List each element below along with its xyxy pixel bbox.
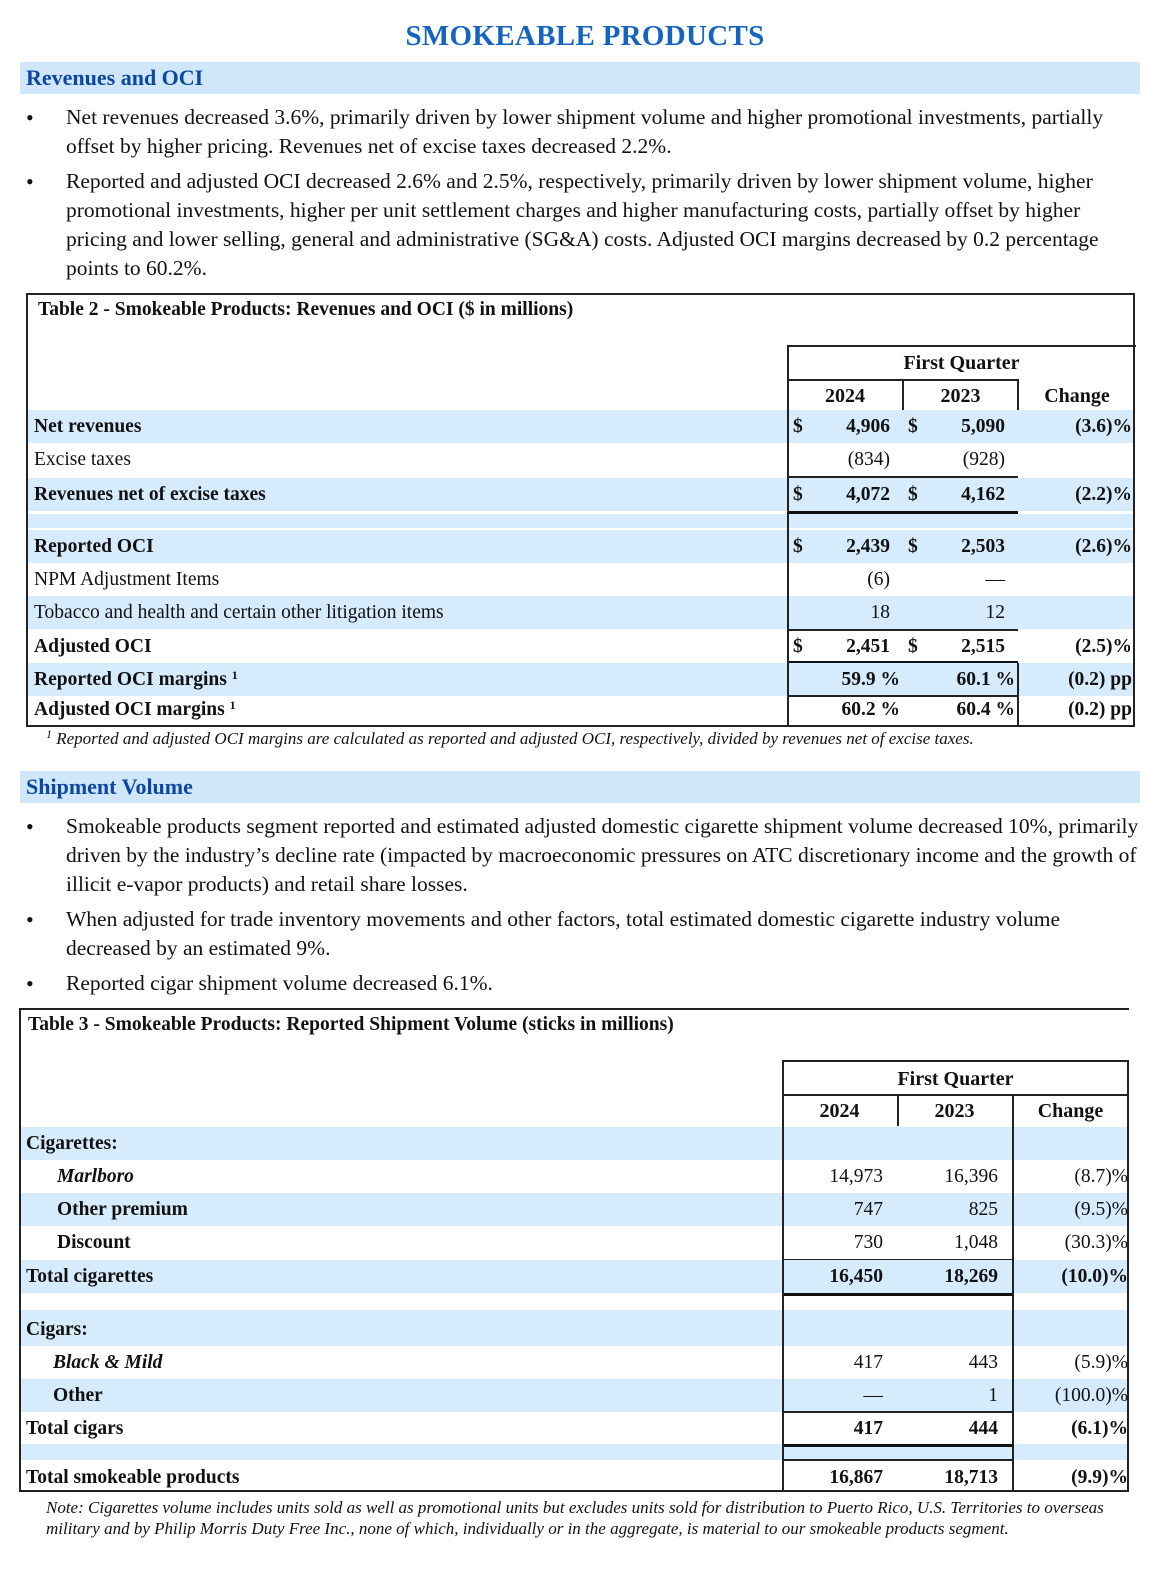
bullet-item: • Smokeable products segment reported and estimated adjusted domestic cigarette shipment volume decreased 10%, primarily driven by the industry’s decline rate (impacted by macroeconomic pressures on ATC discretionary income and the growth of illicit e-vapor products) and retail share losses. — [20, 812, 1140, 899]
table-2 — [26, 293, 1135, 727]
table-2-col-2023: 2023 — [940, 385, 981, 407]
table-row: Reported OCI $ 2,439 $ 2,503 (2.6)% — [28, 530, 1133, 563]
table-3-col-2024: 2024 — [819, 1100, 860, 1122]
bullet-item: • Net revenues decreased 3.6%, primarily driven by lower shipment volume and higher promotional investments, partially offset by higher pricing. Revenues net of excise taxes decreased 2.2%. — [20, 103, 1140, 161]
table-2-col-2024: 2024 — [825, 385, 865, 407]
table-row: Discount 730 1,048 (30.3)% — [57, 1232, 1128, 1253]
bullet-item: • Reported and adjusted OCI decreased 2.6% and 2.5%, respectively, primarily driven by lower shipment volume, higher promotional investments, higher per unit settlement charges and higher manufacturing costs, partially offset by higher pricing and lower selling, general and administrative (SG&A) costs. Adjusted OCI margins decreased by 0.2 percentage points to 60.2%. — [20, 167, 1140, 283]
page-title: SMOKEABLE PRODUCTS — [405, 20, 765, 52]
table-3 — [19, 1008, 1129, 1490]
bullet-item: • When adjusted for trade inventory movements and other factors, total estimated domestic cigarette industry volume decreased by an estimated 9%. — [20, 905, 1140, 963]
table-3-period-header: First Quarter — [897, 1068, 1014, 1090]
table-row: NPM Adjustment Items (6) — — [34, 569, 1005, 590]
table-row: Cigarettes: — [21, 1127, 1129, 1160]
table-row: Other — 1 (100.0)% — [21, 1379, 1129, 1412]
table-row: Revenues net of excise taxes $ 4,072 $ 4,162 (2.2)% — [28, 478, 1133, 511]
table-row: Total smokeable products 16,867 18,713 (9.9)% — [26, 1467, 1128, 1488]
table-row: Total cigars 417 444 (6.1)% — [26, 1418, 1128, 1439]
table-row: Black & Mild 417 443 (5.9)% — [53, 1352, 1128, 1373]
table-row: Adjusted OCI $ 2,451 $ 2,515 (2.5)% — [34, 636, 1132, 657]
table-row: Tobacco and health and certain other litigation items 18 12 — [28, 596, 1133, 629]
bullet-item: • Reported cigar shipment volume decreased 6.1%. — [20, 969, 1140, 998]
table-row: Other premium 747 825 (9.5)% — [21, 1193, 1129, 1226]
table-3-col-change: Change — [1037, 1100, 1104, 1122]
table-row: Reported OCI margins $^1$ 59.9 % 60.1 % (0.2) pp — [28, 663, 1133, 696]
table-row: Net revenues $ 4,906 $ 5,090 (3.6)% — [28, 410, 1133, 443]
table-3-note: Note: Cigarettes volume includes units sold as well as promotional units but excludes units sold for distribution to Puerto Rico, U.S. Territories to overseas military and by Philip Morris Duty Free Inc., none of which, individually or in the aggregate, is material to our smokeable products segment. — [46, 1498, 1104, 1538]
table-2-footnote: $^1$ Reported and adjusted OCI margins are calculated as reported and adjusted OCI, respectively, divided by revenues net of excise taxes. — [46, 727, 974, 748]
table-row: Marlboro 14,973 16,396 (8.7)% — [57, 1166, 1128, 1187]
table-3-title: Table 3 - Smokeable Products: Reported Shipment Volume (sticks in millions) — [28, 1014, 674, 1035]
table-2-title: Table 2 - Smokeable Products: Revenues and OCI ($ in millions) — [38, 299, 574, 320]
table-row: Adjusted OCI margins $^1$ 60.2 % 60.4 % (0.2) pp — [34, 698, 1132, 720]
revenues-bullet-list — [20, 103, 1140, 289]
table-row: Excise taxes (834) (928) — [34, 449, 1005, 470]
table-row: Cigars: — [21, 1313, 1129, 1346]
section-heading-revenues-oci: Revenues and OCI — [20, 62, 1140, 94]
table-2-col-change: Change — [1044, 385, 1110, 407]
table-row: Total cigarettes 16,450 18,269 (10.0)% — [21, 1260, 1129, 1293]
table-2-period-header: First Quarter — [903, 352, 1020, 374]
table-3-col-2023: 2023 — [934, 1100, 975, 1122]
section-heading-shipment-volume: Shipment Volume — [20, 771, 1140, 803]
shipment-bullet-list — [20, 812, 1140, 1004]
